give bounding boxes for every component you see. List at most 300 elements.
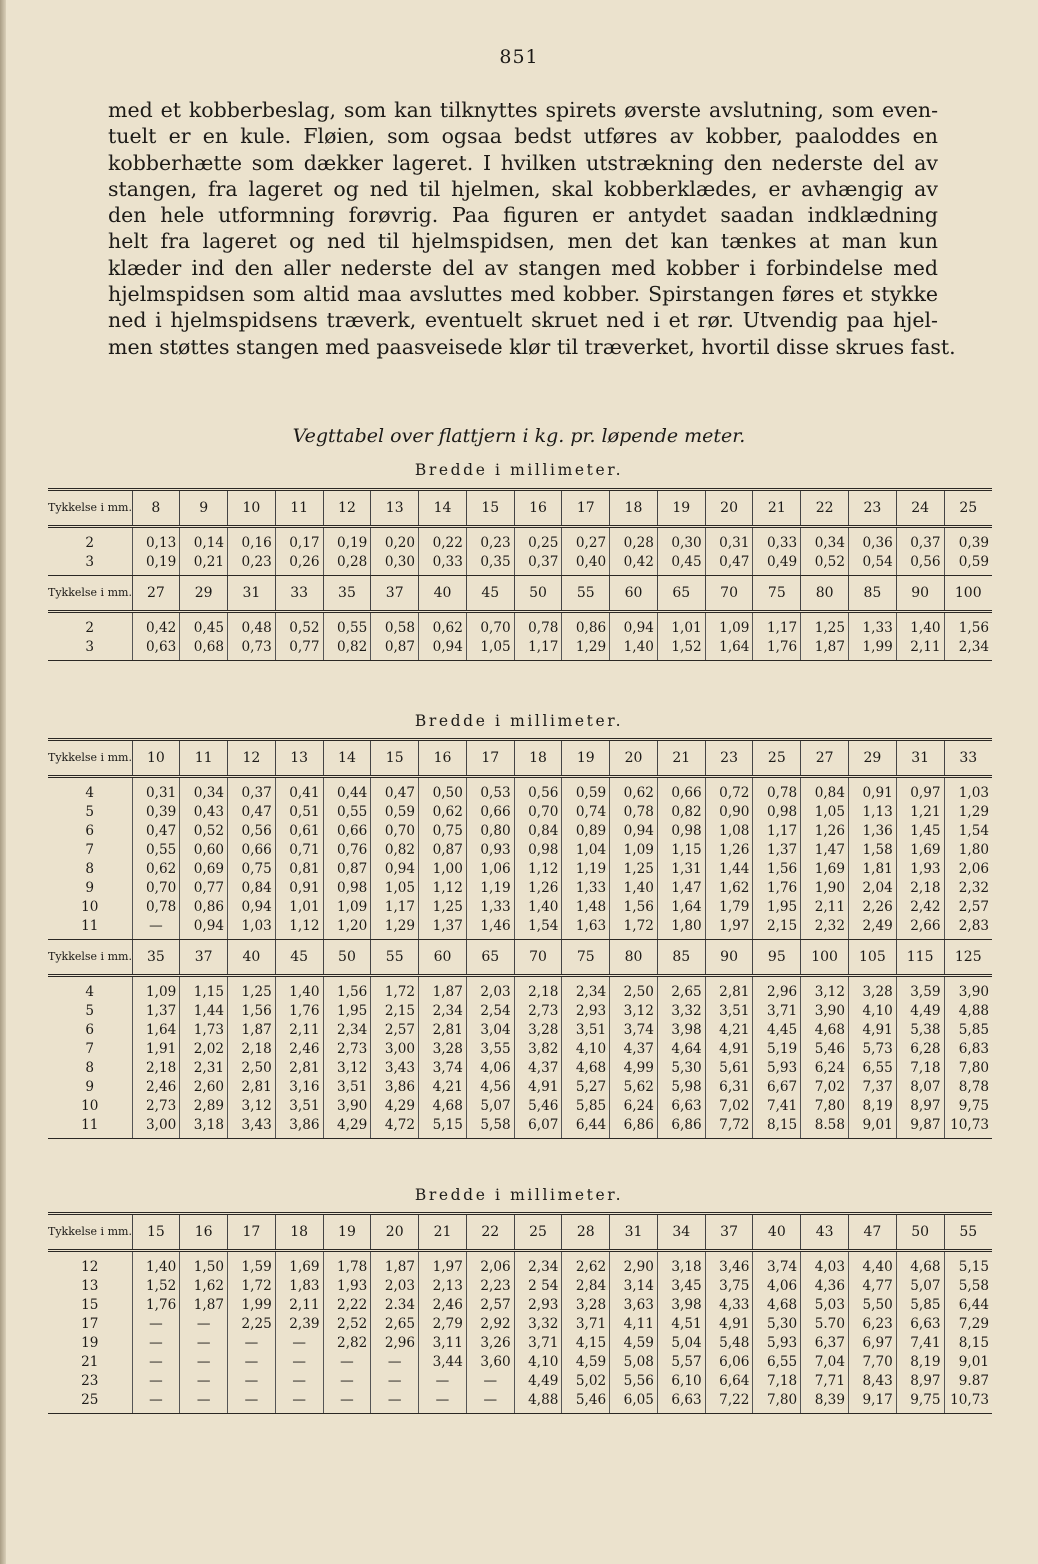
weight-cell: 5,50 bbox=[848, 1295, 896, 1314]
weight-cell: 5,38 bbox=[896, 1020, 944, 1039]
weight-cell: 0,34 bbox=[801, 527, 849, 553]
width-header-cell: 27 bbox=[132, 576, 180, 612]
weight-cell: 2,73 bbox=[132, 1096, 180, 1115]
weight-cell: 2,66 bbox=[896, 916, 944, 940]
weight-cell: 0,68 bbox=[180, 637, 228, 661]
weight-cell: 7,80 bbox=[944, 1058, 992, 1077]
weight-cell: 0,39 bbox=[944, 527, 992, 553]
weight-cell: 7,72 bbox=[705, 1115, 753, 1139]
width-header-cell: 17 bbox=[228, 1214, 276, 1251]
weight-cell: 0,98 bbox=[323, 878, 371, 897]
weight-cell: 3,71 bbox=[562, 1314, 610, 1333]
weight-cell: 1,33 bbox=[848, 612, 896, 638]
weight-cell: 1,83 bbox=[275, 1276, 323, 1295]
weight-cell: — bbox=[132, 1314, 180, 1333]
thickness-cell: 10 bbox=[81, 1097, 99, 1114]
weight-cell: 5,85 bbox=[944, 1020, 992, 1039]
weight-cell: 1,20 bbox=[323, 916, 371, 940]
width-header-cell: 75 bbox=[562, 940, 610, 976]
weight-cell: 0,55 bbox=[132, 840, 180, 859]
weight-cell: 1,76 bbox=[275, 1001, 323, 1020]
weight-cell: 9,87 bbox=[896, 1115, 944, 1139]
weight-cell: 3,12 bbox=[323, 1058, 371, 1077]
weight-cell: 1,13 bbox=[848, 802, 896, 821]
weight-cell: 4,68 bbox=[753, 1295, 801, 1314]
width-header-cell: 125 bbox=[944, 940, 992, 976]
weight-cell: 6,64 bbox=[705, 1371, 753, 1390]
weight-cell: 2,57 bbox=[944, 897, 992, 916]
weight-cell: 3,71 bbox=[753, 1001, 801, 1020]
weight-cell: 4,06 bbox=[753, 1276, 801, 1295]
width-header-cell: 27 bbox=[801, 740, 849, 777]
weight-cell: 6,05 bbox=[610, 1390, 658, 1414]
weight-cell: 2,11 bbox=[275, 1020, 323, 1039]
table-row bbox=[48, 1390, 992, 1414]
table-row bbox=[48, 1251, 992, 1277]
weight-cell: 2,84 bbox=[562, 1276, 610, 1295]
weight-cell: 3,12 bbox=[801, 976, 849, 1002]
weight-cell: 4,68 bbox=[896, 1251, 944, 1277]
width-header-cell: 12 bbox=[323, 490, 371, 527]
weight-cell: 7,29 bbox=[944, 1314, 992, 1333]
thickness-cell: 4 bbox=[85, 784, 95, 801]
weight-cell: 3,46 bbox=[705, 1251, 753, 1277]
weight-cell: 4,64 bbox=[657, 1039, 705, 1058]
weight-cell: — bbox=[323, 1390, 371, 1414]
weight-cell: 1,54 bbox=[514, 916, 562, 940]
weight-cell: 2,34 bbox=[562, 976, 610, 1002]
weight-cell: 0,62 bbox=[610, 777, 658, 803]
width-header-cell: 21 bbox=[419, 1214, 467, 1251]
weight-cell: 2,81 bbox=[419, 1020, 467, 1039]
weight-cell: 3,55 bbox=[466, 1039, 514, 1058]
weight-cell: 1,09 bbox=[323, 897, 371, 916]
weight-cell: 6,86 bbox=[610, 1115, 658, 1139]
weight-cell: 4,59 bbox=[562, 1352, 610, 1371]
weight-cell: 3,82 bbox=[514, 1039, 562, 1058]
weight-cell: 2,46 bbox=[419, 1295, 467, 1314]
weight-cell: 0,66 bbox=[657, 777, 705, 803]
weight-cell: 2,96 bbox=[753, 976, 801, 1002]
weight-cell: 4,37 bbox=[514, 1058, 562, 1077]
weight-cell: 3,74 bbox=[610, 1020, 658, 1039]
weight-cell: 6,97 bbox=[848, 1333, 896, 1352]
weight-cell: 5,48 bbox=[705, 1333, 753, 1352]
thickness-cell: 2 bbox=[85, 619, 95, 636]
block-heading-1: Bredde i millimeter. bbox=[414, 461, 624, 479]
weight-cell: 5,46 bbox=[562, 1390, 610, 1414]
weight-cell: 1,64 bbox=[657, 897, 705, 916]
weight-cell: 1,03 bbox=[228, 916, 276, 940]
weight-cell: 6,23 bbox=[848, 1314, 896, 1333]
weight-cell: 1,37 bbox=[132, 1001, 180, 1020]
width-header-row bbox=[48, 940, 992, 976]
width-header-cell: 18 bbox=[610, 490, 658, 527]
weight-cell: 1,59 bbox=[228, 1251, 276, 1277]
weight-cell: 0,70 bbox=[132, 878, 180, 897]
paragraph-line: kobberhætte som dækker lageret. I hvilken utstrækning den nederste del av bbox=[108, 150, 938, 175]
weight-cell: 0,26 bbox=[275, 552, 323, 576]
weight-cell: 5,03 bbox=[801, 1295, 849, 1314]
weight-cell: 6,63 bbox=[896, 1314, 944, 1333]
weight-cell: 2,65 bbox=[371, 1314, 419, 1333]
block-heading-3: Bredde i millimeter. bbox=[414, 1186, 624, 1204]
weight-cell: 0,58 bbox=[371, 612, 419, 638]
weight-cell: 1,52 bbox=[132, 1276, 180, 1295]
weight-cell: 1,47 bbox=[801, 840, 849, 859]
weight-cell: 0,37 bbox=[514, 552, 562, 576]
weight-cell: 2,23 bbox=[466, 1276, 514, 1295]
weight-cell: 1,56 bbox=[228, 1001, 276, 1020]
weight-cell: 2,32 bbox=[944, 878, 992, 897]
weight-cell: 0,13 bbox=[132, 527, 180, 553]
weight-cell: 7,18 bbox=[753, 1371, 801, 1390]
width-header-cell: 21 bbox=[657, 740, 705, 777]
weight-cell: 0,62 bbox=[419, 612, 467, 638]
weight-cell: 3,71 bbox=[514, 1333, 562, 1352]
weight-cell: 3,04 bbox=[466, 1020, 514, 1039]
width-header-cell: 50 bbox=[896, 1214, 944, 1251]
weight-cell: 6,07 bbox=[514, 1115, 562, 1139]
weight-cell: 5,15 bbox=[944, 1251, 992, 1277]
weight-cell: 8,43 bbox=[848, 1371, 896, 1390]
weight-cell: 6,63 bbox=[657, 1096, 705, 1115]
paragraph-line: tuelt er en kule. Fløien, som ogsaa bedst utføres av kobber, paaloddes en bbox=[108, 124, 938, 149]
weight-cell: 1,80 bbox=[944, 840, 992, 859]
page-binding-edge bbox=[0, 0, 6, 1564]
weight-cell: 1,95 bbox=[323, 1001, 371, 1020]
weight-cell: 0,98 bbox=[753, 802, 801, 821]
thickness-cell: 17 bbox=[81, 1315, 99, 1332]
weight-cell: 2,57 bbox=[371, 1020, 419, 1039]
weight-cell: 1,80 bbox=[657, 916, 705, 940]
weight-cell: 1,26 bbox=[705, 840, 753, 859]
weight-cell: 0,52 bbox=[801, 552, 849, 576]
width-header-cell: 43 bbox=[801, 1214, 849, 1251]
weight-cell: 0,91 bbox=[848, 777, 896, 803]
weight-cell: 2,42 bbox=[896, 897, 944, 916]
weight-cell: 2,26 bbox=[848, 897, 896, 916]
weight-cell: 1,64 bbox=[132, 1020, 180, 1039]
weight-cell: 1,25 bbox=[801, 612, 849, 638]
weight-cell: 6,10 bbox=[657, 1371, 705, 1390]
weight-cell: 0,16 bbox=[228, 527, 276, 553]
weight-cell: 1,19 bbox=[466, 878, 514, 897]
page-number: 851 bbox=[499, 46, 539, 68]
weight-cell: 2,92 bbox=[466, 1314, 514, 1333]
weight-cell: 0,31 bbox=[705, 527, 753, 553]
weight-cell: 1,09 bbox=[610, 840, 658, 859]
width-header-cell: 65 bbox=[657, 576, 705, 612]
weight-cell: 1,44 bbox=[180, 1001, 228, 1020]
weight-cell: — bbox=[180, 1352, 228, 1371]
weight-cell: 0,69 bbox=[180, 859, 228, 878]
weight-cell: 1,93 bbox=[323, 1276, 371, 1295]
weight-cell: — bbox=[228, 1371, 276, 1390]
weight-cell: 1,97 bbox=[419, 1251, 467, 1277]
weight-cell: 1,79 bbox=[705, 897, 753, 916]
weight-cell: 1,40 bbox=[132, 1251, 180, 1277]
weight-cell: 0,94 bbox=[180, 916, 228, 940]
width-header-cell: 15 bbox=[466, 490, 514, 527]
width-header-cell: 60 bbox=[419, 940, 467, 976]
weight-cell: 7,37 bbox=[848, 1077, 896, 1096]
width-header-cell: 45 bbox=[466, 576, 514, 612]
width-header-cell: 34 bbox=[657, 1214, 705, 1251]
weight-cell: 3,86 bbox=[371, 1077, 419, 1096]
weight-cell: 0,48 bbox=[228, 612, 276, 638]
width-header-cell: 60 bbox=[610, 576, 658, 612]
weight-cell: 0,54 bbox=[848, 552, 896, 576]
weight-cell: 2,18 bbox=[896, 878, 944, 897]
thickness-cell: 23 bbox=[81, 1372, 99, 1389]
table-row bbox=[48, 802, 992, 821]
thickness-cell: 9 bbox=[85, 879, 95, 896]
width-header-cell: 21 bbox=[753, 490, 801, 527]
weight-cell: 2,50 bbox=[228, 1058, 276, 1077]
weight-cell: 2,32 bbox=[801, 916, 849, 940]
weight-cell: 4,45 bbox=[753, 1020, 801, 1039]
weight-cell: 1,87 bbox=[371, 1251, 419, 1277]
width-header-cell: 50 bbox=[323, 940, 371, 976]
weight-cell: 0,80 bbox=[466, 821, 514, 840]
width-header-cell: 33 bbox=[275, 576, 323, 612]
weight-cell: 4,06 bbox=[466, 1058, 514, 1077]
weight-cell: 4,10 bbox=[514, 1352, 562, 1371]
weight-cell: 0,52 bbox=[275, 612, 323, 638]
weight-cell: 3,90 bbox=[944, 976, 992, 1002]
weight-cell: 9,75 bbox=[944, 1096, 992, 1115]
paragraph-line: klæder ind den aller nederste del av stangen med kobber i forbindelse med bbox=[108, 255, 938, 280]
weight-cell: 1,46 bbox=[466, 916, 514, 940]
width-header-cell: 29 bbox=[180, 576, 228, 612]
table-row bbox=[48, 1020, 992, 1039]
weight-cell: 1,47 bbox=[657, 878, 705, 897]
weight-cell: 1,50 bbox=[180, 1251, 228, 1277]
weight-cell: 4,21 bbox=[419, 1077, 467, 1096]
weight-cell: 5,15 bbox=[419, 1115, 467, 1139]
width-header-cell: 50 bbox=[514, 576, 562, 612]
weight-cell: 1,40 bbox=[610, 878, 658, 897]
weight-cell: 0,94 bbox=[228, 897, 276, 916]
weight-cell: 2,03 bbox=[371, 1276, 419, 1295]
weight-cell: 8,78 bbox=[944, 1077, 992, 1096]
weight-cell: 1,37 bbox=[753, 840, 801, 859]
width-header-cell: 31 bbox=[896, 740, 944, 777]
weight-cell: 0,94 bbox=[371, 859, 419, 878]
thickness-cell: 8 bbox=[85, 1059, 95, 1076]
weight-cell: 2,90 bbox=[610, 1251, 658, 1277]
width-header-cell: 105 bbox=[848, 940, 896, 976]
weight-cell: 5,04 bbox=[657, 1333, 705, 1352]
table-row bbox=[48, 552, 992, 576]
weight-cell: 0,75 bbox=[228, 859, 276, 878]
width-header-cell: 9 bbox=[180, 490, 228, 527]
thickness-cell: 9 bbox=[85, 1078, 95, 1095]
paragraph-line: ned i hjelmspidsens træverk, eventuelt skruet ned i et rør. Utvendig paa hjel- bbox=[108, 308, 938, 333]
weight-cell: 1,17 bbox=[514, 637, 562, 661]
weight-cell: 4,49 bbox=[514, 1371, 562, 1390]
weight-cell: 3,14 bbox=[610, 1276, 658, 1295]
width-header-row bbox=[48, 1214, 992, 1251]
width-header-cell: 29 bbox=[848, 740, 896, 777]
weight-cell: 0,22 bbox=[419, 527, 467, 553]
weight-cell: — bbox=[371, 1352, 419, 1371]
weight-cell: 7,02 bbox=[705, 1096, 753, 1115]
weight-cell: 2,81 bbox=[275, 1058, 323, 1077]
weight-cell: 5,62 bbox=[610, 1077, 658, 1096]
width-header-cell: 90 bbox=[896, 576, 944, 612]
weight-cell: 0,30 bbox=[371, 552, 419, 576]
weight-cell: — bbox=[180, 1371, 228, 1390]
width-header-cell: 100 bbox=[944, 576, 992, 612]
weight-cell: 0,30 bbox=[657, 527, 705, 553]
weight-cell: 1,40 bbox=[896, 612, 944, 638]
weight-cell: 2,25 bbox=[228, 1314, 276, 1333]
weight-cell: 9,17 bbox=[848, 1390, 896, 1414]
weight-cell: 2,06 bbox=[944, 859, 992, 878]
weight-cell: 4,99 bbox=[610, 1058, 658, 1077]
weight-cell: 1,90 bbox=[801, 878, 849, 897]
weight-table-block-1 bbox=[48, 488, 992, 661]
weight-cell: 7,80 bbox=[801, 1096, 849, 1115]
weight-cell: 0,94 bbox=[419, 637, 467, 661]
weight-cell: 0,20 bbox=[371, 527, 419, 553]
width-header-cell: 55 bbox=[562, 576, 610, 612]
weight-cell: 0,84 bbox=[801, 777, 849, 803]
thickness-cell: 13 bbox=[81, 1277, 99, 1294]
weight-cell: 7,41 bbox=[753, 1096, 801, 1115]
width-header-cell: 19 bbox=[562, 740, 610, 777]
width-header-cell: 80 bbox=[610, 940, 658, 976]
weight-cell: 0,56 bbox=[896, 552, 944, 576]
weight-cell: 4,91 bbox=[705, 1314, 753, 1333]
weight-cell: 2,34 bbox=[419, 1001, 467, 1020]
paragraph-line: med et kobberbeslag, som kan tilknyttes spirets øverste avslutning, som even- bbox=[108, 98, 938, 122]
weight-cell: 0,59 bbox=[944, 552, 992, 576]
weight-cell: 1,25 bbox=[419, 897, 467, 916]
weight-cell: 1,87 bbox=[180, 1295, 228, 1314]
weight-cell: 5.70 bbox=[801, 1314, 849, 1333]
weight-cell: — bbox=[275, 1352, 323, 1371]
weight-cell: 1,12 bbox=[419, 878, 467, 897]
weight-cell: 0,56 bbox=[228, 821, 276, 840]
weight-cell: 2,79 bbox=[419, 1314, 467, 1333]
weight-cell: — bbox=[132, 1352, 180, 1371]
weight-cell: 2,46 bbox=[132, 1077, 180, 1096]
weight-cell: 2,15 bbox=[371, 1001, 419, 1020]
thickness-cell: 6 bbox=[85, 822, 95, 839]
thickness-cell: 5 bbox=[85, 1002, 95, 1019]
weight-cell: — bbox=[228, 1390, 276, 1414]
width-header-cell: 24 bbox=[896, 490, 944, 527]
width-header-cell: 35 bbox=[132, 940, 180, 976]
weight-cell: 3,74 bbox=[753, 1251, 801, 1277]
weight-cell: 4,91 bbox=[848, 1020, 896, 1039]
width-header-cell: 100 bbox=[801, 940, 849, 976]
weight-cell: 1,76 bbox=[753, 637, 801, 661]
weight-cell: 3,43 bbox=[371, 1058, 419, 1077]
weight-cell: 6,37 bbox=[801, 1333, 849, 1352]
weight-cell: 5,27 bbox=[562, 1077, 610, 1096]
weight-cell: — bbox=[180, 1333, 228, 1352]
weight-cell: 2,82 bbox=[323, 1333, 371, 1352]
weight-cell: 4,68 bbox=[562, 1058, 610, 1077]
weight-cell: 0,71 bbox=[275, 840, 323, 859]
weight-cell: 7,02 bbox=[801, 1077, 849, 1096]
width-header-cell: 10 bbox=[132, 740, 180, 777]
weight-cell: 0,23 bbox=[228, 552, 276, 576]
weight-cell: 5,56 bbox=[610, 1371, 658, 1390]
weight-cell: 2,54 bbox=[466, 1001, 514, 1020]
table-row bbox=[48, 1115, 992, 1139]
weight-cell: 0,40 bbox=[562, 552, 610, 576]
table-row bbox=[48, 637, 992, 661]
weight-cell: 0,59 bbox=[562, 777, 610, 803]
thickness-label-header: Tykkelse i mm. bbox=[48, 940, 132, 976]
width-header-cell: 20 bbox=[610, 740, 658, 777]
weight-cell: 3,51 bbox=[323, 1077, 371, 1096]
weight-cell: 1,69 bbox=[275, 1251, 323, 1277]
weight-cell: — bbox=[180, 1314, 228, 1333]
weight-cell: 1,17 bbox=[753, 612, 801, 638]
weight-cell: 8,19 bbox=[848, 1096, 896, 1115]
weight-cell: 2,49 bbox=[848, 916, 896, 940]
weight-cell: 0,93 bbox=[466, 840, 514, 859]
weight-cell: 1,56 bbox=[323, 976, 371, 1002]
weight-cell: 6,06 bbox=[705, 1352, 753, 1371]
weight-cell: 1,19 bbox=[562, 859, 610, 878]
weight-cell: 5,46 bbox=[801, 1039, 849, 1058]
weight-cell: 10,73 bbox=[944, 1390, 992, 1414]
weight-cell: 2,18 bbox=[228, 1039, 276, 1058]
width-header-cell: 22 bbox=[466, 1214, 514, 1251]
table-row bbox=[48, 976, 992, 1002]
weight-cell: 0,82 bbox=[657, 802, 705, 821]
weight-cell: 1,40 bbox=[610, 637, 658, 661]
weight-cell: 1,09 bbox=[705, 612, 753, 638]
weight-cell: 0,39 bbox=[132, 802, 180, 821]
weight-cell: 0,98 bbox=[657, 821, 705, 840]
weight-cell: 4,37 bbox=[610, 1039, 658, 1058]
weight-cell: 4,29 bbox=[371, 1096, 419, 1115]
width-header-cell: 90 bbox=[705, 940, 753, 976]
width-header-cell: 13 bbox=[275, 740, 323, 777]
table-row bbox=[48, 1058, 992, 1077]
weight-cell: — bbox=[419, 1371, 467, 1390]
weight-cell: 4,15 bbox=[562, 1333, 610, 1352]
weight-cell: — bbox=[371, 1390, 419, 1414]
weight-cell: 9,01 bbox=[848, 1115, 896, 1139]
weight-cell: 0,47 bbox=[705, 552, 753, 576]
weight-cell: — bbox=[132, 1371, 180, 1390]
width-header-cell: 70 bbox=[514, 940, 562, 976]
weight-cell: 1,03 bbox=[944, 777, 992, 803]
weight-cell: 0,51 bbox=[275, 802, 323, 821]
weight-cell: 6,24 bbox=[610, 1096, 658, 1115]
weight-cell: 4,40 bbox=[848, 1251, 896, 1277]
weight-cell: — bbox=[132, 1333, 180, 1352]
weight-cell: 1,25 bbox=[228, 976, 276, 1002]
weight-cell: 4,36 bbox=[801, 1276, 849, 1295]
weight-cell: 0,37 bbox=[896, 527, 944, 553]
weight-cell: 0,77 bbox=[180, 878, 228, 897]
weight-cell: — bbox=[132, 916, 180, 940]
weight-cell: 0,23 bbox=[466, 527, 514, 553]
weight-cell: — bbox=[228, 1352, 276, 1371]
weight-cell: 0,45 bbox=[657, 552, 705, 576]
weight-cell: 1,87 bbox=[419, 976, 467, 1002]
